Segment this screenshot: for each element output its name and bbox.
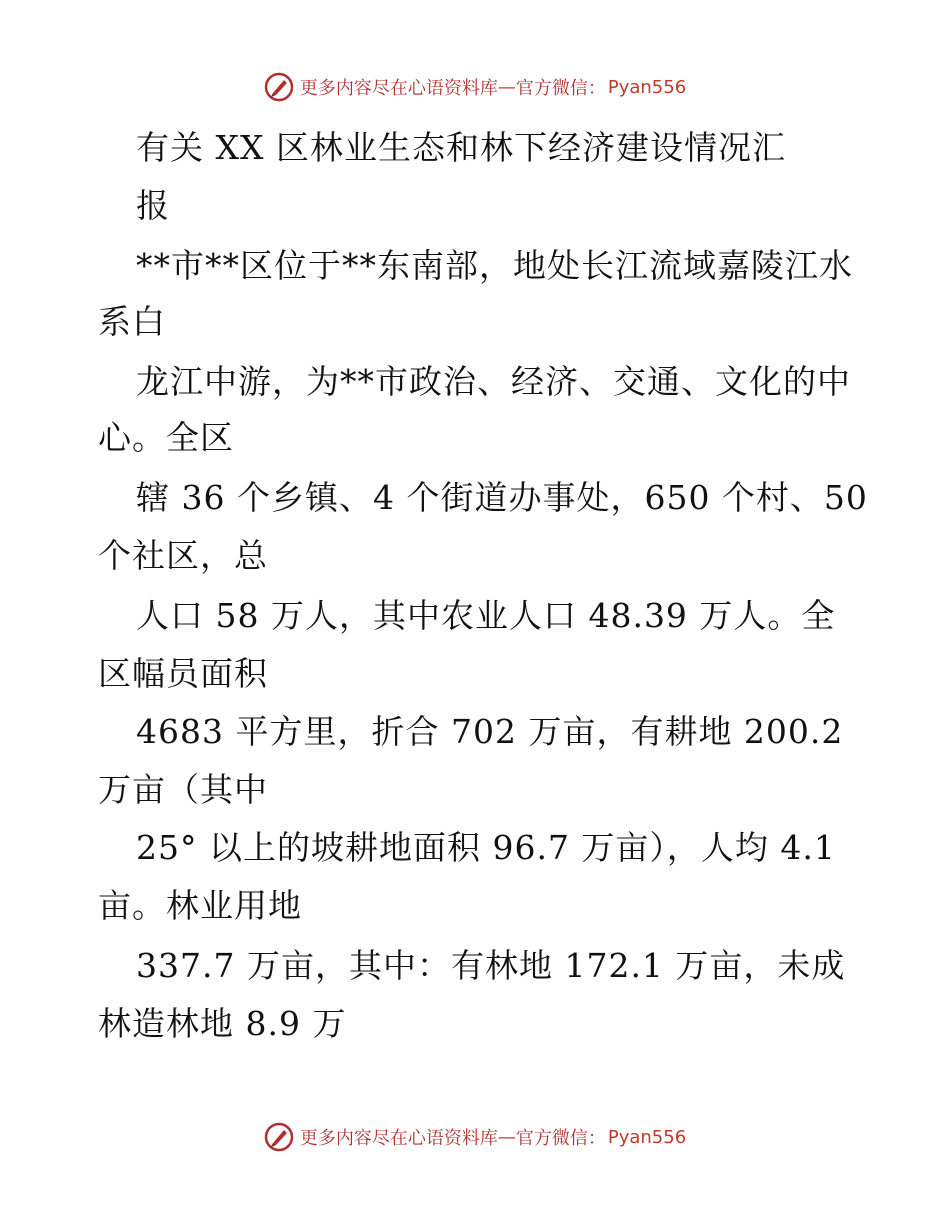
- doc-text-line: 人口 58 万人，其中农业人口 48.39 万人。全: [136, 596, 836, 635]
- header-banner-wechat-label: 官方微信：: [515, 78, 606, 99]
- pen-logo-icon: [264, 72, 294, 102]
- doc-text-line: 4683 平方里，折合 702 万亩，有耕地 200.2: [136, 712, 844, 751]
- footer-banner-wechat-label: 官方微信：: [515, 1128, 606, 1149]
- header-banner-dash: —: [497, 76, 516, 98]
- footer-banner-wechat-id: Pyan556: [607, 1126, 687, 1148]
- doc-text-line: **市**区位于**东南部，地处长江流域嘉陵江水: [136, 246, 853, 285]
- pen-logo-icon: [264, 1122, 294, 1152]
- header-watermark-banner: [0, 72, 950, 102]
- doc-title-line-1: 有关 XX 区林业生态和林下经济建设情况汇: [136, 128, 786, 167]
- footer-banner-dash: —: [497, 1126, 516, 1148]
- doc-text-line: 个社区，总: [98, 536, 268, 575]
- doc-text-line: 林造林地 8.9 万: [98, 1004, 347, 1043]
- doc-text-line: 25° 以上的坡耕地面积 96.7 万亩），人均 4.1: [136, 828, 836, 867]
- doc-text-line: 万亩（其中: [98, 770, 268, 809]
- doc-text-line: 辖 36 个乡镇、4 个街道办事处，650 个村、50: [136, 478, 868, 517]
- footer-banner-text: 更多内容尽在心语资料库: [299, 1128, 498, 1149]
- doc-text-line: 心。全区: [98, 418, 234, 457]
- doc-text-line: 337.7 万亩，其中：有林地 172.1 万亩，未成: [136, 946, 846, 985]
- footer-watermark-banner: [0, 1122, 950, 1152]
- doc-text-line: 亩。林业用地: [98, 886, 302, 925]
- header-banner-wechat-id: Pyan556: [607, 76, 687, 98]
- header-banner-text: 更多内容尽在心语资料库: [299, 78, 498, 99]
- doc-text-line: 系白: [98, 302, 166, 341]
- doc-title-line-2: 报: [136, 186, 170, 225]
- doc-text-line: 区幅员面积: [98, 654, 268, 693]
- doc-text-line: 龙江中游，为**市政治、经济、交通、文化的中: [136, 362, 851, 401]
